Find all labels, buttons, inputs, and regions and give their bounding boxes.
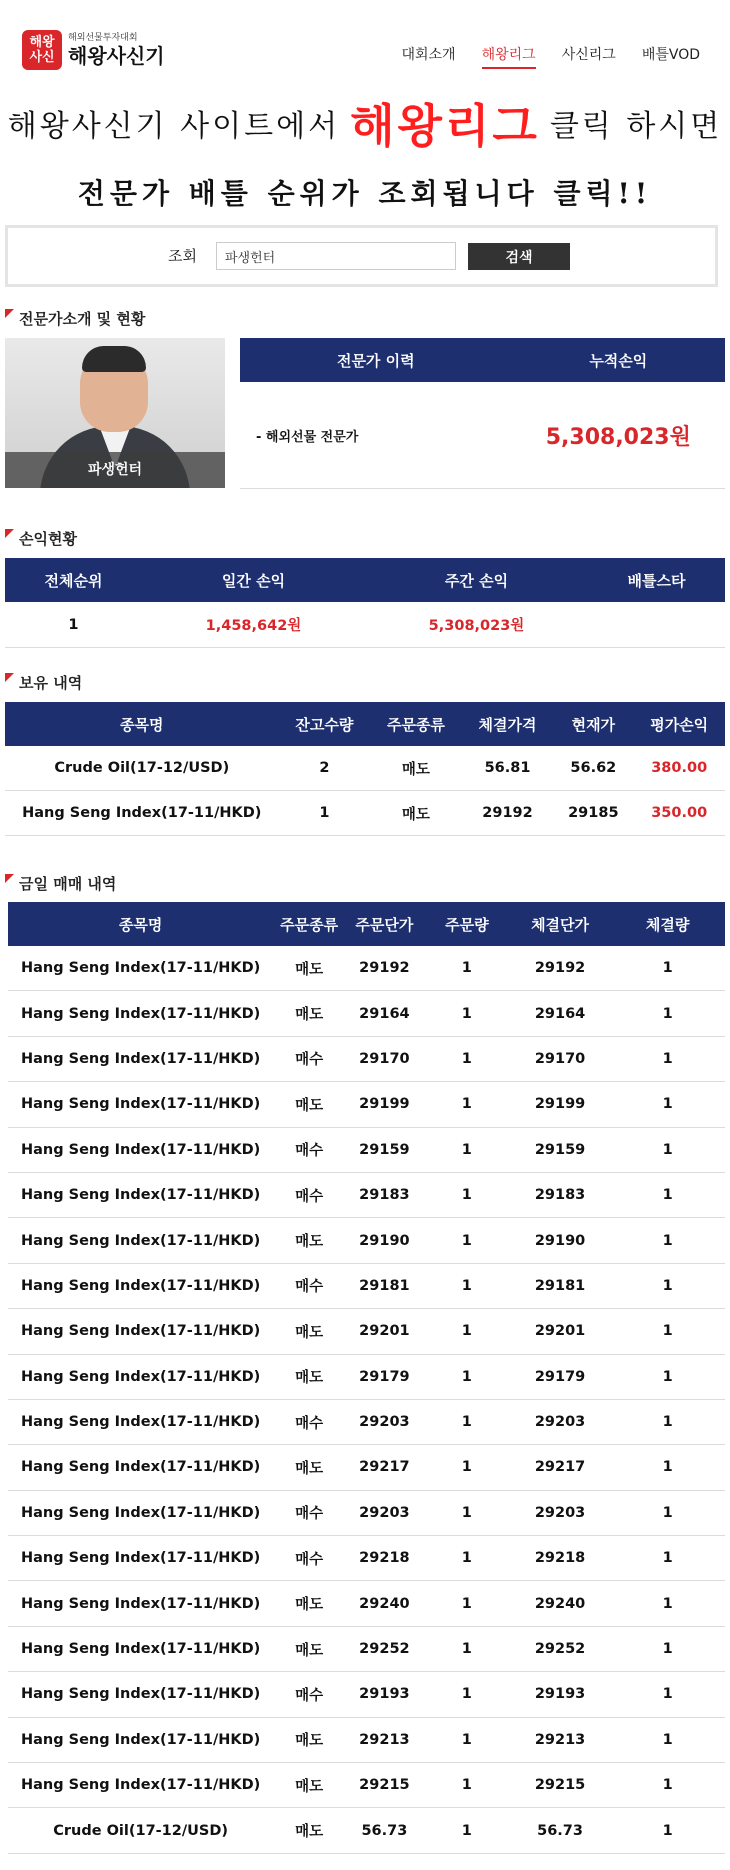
trade-order-qty: 1 bbox=[424, 1082, 510, 1127]
table-row bbox=[5, 602, 725, 648]
trade-fill-price: 29217 bbox=[510, 1445, 610, 1490]
banner-post-text: 클릭 하시면 bbox=[549, 109, 723, 144]
trade-order-price: 29159 bbox=[345, 1127, 424, 1172]
trade-order-type: 매도 bbox=[273, 1763, 345, 1808]
trade-symbol: Hang Seng Index(17-11/HKD) bbox=[8, 1672, 273, 1717]
table-row bbox=[8, 1036, 725, 1081]
holding-order-type: 매도 bbox=[370, 746, 462, 791]
trade-order-type: 매도 bbox=[273, 1626, 345, 1671]
promo-banner-line2: 전문가 배틀 순위가 조회됩니다 클릭!! bbox=[77, 177, 653, 210]
trade-fill-price: 29218 bbox=[510, 1536, 610, 1581]
trade-symbol: Crude Oil(17-12/USD) bbox=[8, 1808, 273, 1853]
trade-order-type: 매도 bbox=[273, 946, 345, 991]
trade-order-qty: 1 bbox=[424, 1036, 510, 1081]
trade-order-type: 매도 bbox=[273, 1309, 345, 1354]
trade-fill-price: 29159 bbox=[510, 1127, 610, 1172]
trade-symbol: Hang Seng Index(17-11/HKD) bbox=[8, 1172, 273, 1217]
trade-fill-price: 29192 bbox=[510, 946, 610, 991]
expert-name: 파생헌터 bbox=[5, 452, 225, 488]
holding-fill-price: 56.81 bbox=[462, 746, 554, 791]
table-row bbox=[8, 946, 725, 991]
trade-symbol: Hang Seng Index(17-11/HKD) bbox=[8, 1309, 273, 1354]
trade-fill-price: 29215 bbox=[510, 1763, 610, 1808]
trade-order-qty: 1 bbox=[424, 1672, 510, 1717]
trade-symbol: Hang Seng Index(17-11/HKD) bbox=[8, 946, 273, 991]
table-row bbox=[8, 1172, 725, 1217]
table-row bbox=[8, 1490, 725, 1535]
trade-order-price: 29181 bbox=[345, 1263, 424, 1308]
trade-symbol: Hang Seng Index(17-11/HKD) bbox=[8, 1263, 273, 1308]
trade-order-type: 매수 bbox=[273, 1672, 345, 1717]
col-header-symbol: 종목명 bbox=[5, 702, 279, 746]
trade-symbol: Hang Seng Index(17-11/HKD) bbox=[8, 1036, 273, 1081]
trade-order-price: 29203 bbox=[345, 1490, 424, 1535]
trade-fill-qty: 1 bbox=[610, 1581, 725, 1626]
table-row bbox=[8, 1717, 725, 1762]
trade-order-qty: 1 bbox=[424, 1763, 510, 1808]
trade-order-qty: 1 bbox=[424, 1218, 510, 1263]
trade-fill-price: 29170 bbox=[510, 1036, 610, 1081]
trade-symbol: Hang Seng Index(17-11/HKD) bbox=[8, 1763, 273, 1808]
trade-symbol: Hang Seng Index(17-11/HKD) bbox=[8, 1581, 273, 1626]
pnl-table bbox=[5, 558, 725, 648]
trade-order-qty: 1 bbox=[424, 1490, 510, 1535]
holding-symbol: Crude Oil(17-12/USD) bbox=[5, 746, 279, 791]
table-row bbox=[8, 1399, 725, 1444]
trade-order-type: 매도 bbox=[273, 1082, 345, 1127]
section-title-profile: 전문가소개 및 현황 bbox=[5, 308, 145, 329]
table-row bbox=[8, 1581, 725, 1626]
search-input[interactable] bbox=[216, 242, 456, 270]
table-row bbox=[8, 1309, 725, 1354]
trade-order-price: 29179 bbox=[345, 1354, 424, 1399]
col-header-eval-pnl: 평가손익 bbox=[633, 702, 725, 746]
col-header-career: 전문가 이력 bbox=[240, 338, 512, 382]
trade-order-qty: 1 bbox=[424, 1172, 510, 1217]
trade-fill-qty: 1 bbox=[610, 1536, 725, 1581]
trade-fill-qty: 1 bbox=[610, 991, 725, 1036]
photo-hair-shape bbox=[82, 346, 146, 372]
banner-pre-text: 해왕사신기 사이트에서 bbox=[7, 109, 341, 144]
trade-order-type: 매수 bbox=[273, 1127, 345, 1172]
trade-fill-price: 29190 bbox=[510, 1218, 610, 1263]
trade-fill-qty: 1 bbox=[610, 1172, 725, 1217]
overall-rank: 1 bbox=[5, 602, 142, 648]
nav-item-haewang-league[interactable]: 해왕리그 bbox=[482, 44, 536, 69]
table-row bbox=[8, 1354, 725, 1399]
site-header bbox=[0, 0, 730, 70]
trade-order-price: 56.73 bbox=[345, 1808, 424, 1853]
trade-order-price: 29215 bbox=[345, 1763, 424, 1808]
trade-order-type: 매도 bbox=[273, 1581, 345, 1626]
col-header-order-type: 주문종류 bbox=[370, 702, 462, 746]
trade-fill-price: 29181 bbox=[510, 1263, 610, 1308]
col-header-battlestar: 배틀스타 bbox=[588, 558, 725, 602]
col-header-order-qty: 주문량 bbox=[424, 902, 510, 946]
trade-order-qty: 1 bbox=[424, 991, 510, 1036]
table-row bbox=[8, 1445, 725, 1490]
section-title-trades: 금일 매매 내역 bbox=[5, 873, 116, 894]
col-header-cumulative: 누적손익 bbox=[512, 338, 725, 382]
trade-symbol: Hang Seng Index(17-11/HKD) bbox=[8, 1218, 273, 1263]
col-header-rank: 전체순위 bbox=[5, 558, 142, 602]
trade-order-qty: 1 bbox=[424, 1263, 510, 1308]
battle-star bbox=[588, 602, 725, 648]
trade-order-qty: 1 bbox=[424, 1354, 510, 1399]
trade-order-type: 매수 bbox=[273, 1536, 345, 1581]
table-row bbox=[8, 991, 725, 1036]
logo-badge bbox=[22, 30, 62, 70]
daily-pnl: 1,458,642원 bbox=[142, 602, 365, 648]
holding-current-price: 56.62 bbox=[553, 746, 633, 791]
nav-item-battle-vod[interactable]: 배틀VOD bbox=[641, 47, 700, 63]
trade-order-qty: 1 bbox=[424, 1445, 510, 1490]
trade-symbol: Hang Seng Index(17-11/HKD) bbox=[8, 1082, 273, 1127]
trade-order-qty: 1 bbox=[424, 1127, 510, 1172]
table-row bbox=[8, 1808, 725, 1853]
trade-order-type: 매도 bbox=[273, 991, 345, 1036]
holding-qty: 1 bbox=[279, 791, 371, 836]
trade-order-type: 매도 bbox=[273, 1717, 345, 1762]
trade-order-price: 29183 bbox=[345, 1172, 424, 1217]
trade-symbol: Hang Seng Index(17-11/HKD) bbox=[8, 1626, 273, 1671]
col-header-daily: 일간 손익 bbox=[142, 558, 365, 602]
holdings-table bbox=[5, 702, 725, 836]
nav-item-sasin-league[interactable]: 사신리그 bbox=[561, 47, 616, 63]
trade-order-qty: 1 bbox=[424, 1717, 510, 1762]
cumulative-pnl: 5,308,023원 bbox=[512, 382, 725, 489]
trade-order-type: 매수 bbox=[273, 1172, 345, 1217]
trade-order-qty: 1 bbox=[424, 1309, 510, 1354]
col-header-current-price: 현재가 bbox=[553, 702, 633, 746]
trade-symbol: Hang Seng Index(17-11/HKD) bbox=[8, 1399, 273, 1444]
holding-qty: 2 bbox=[279, 746, 371, 791]
trade-order-type: 매수 bbox=[273, 1036, 345, 1081]
table-row bbox=[5, 746, 725, 791]
table-row bbox=[8, 1263, 725, 1308]
trade-order-type: 매도 bbox=[273, 1354, 345, 1399]
col-header-order-price: 주문단가 bbox=[345, 902, 424, 946]
trade-symbol: Hang Seng Index(17-11/HKD) bbox=[8, 1490, 273, 1535]
banner-accent-text[interactable]: 해왕리그 bbox=[350, 99, 540, 153]
trade-symbol: Hang Seng Index(17-11/HKD) bbox=[8, 1445, 273, 1490]
trade-order-price: 29201 bbox=[345, 1309, 424, 1354]
trade-fill-price: 29164 bbox=[510, 991, 610, 1036]
holding-current-price: 29185 bbox=[553, 791, 633, 836]
trade-order-type: 매도 bbox=[273, 1218, 345, 1263]
promo-banner-line1 bbox=[0, 90, 730, 156]
trade-fill-qty: 1 bbox=[610, 1354, 725, 1399]
holding-fill-price: 29192 bbox=[462, 791, 554, 836]
trade-order-price: 29199 bbox=[345, 1082, 424, 1127]
trade-fill-price: 29201 bbox=[510, 1309, 610, 1354]
trade-order-price: 29203 bbox=[345, 1399, 424, 1444]
trade-symbol: Hang Seng Index(17-11/HKD) bbox=[8, 1354, 273, 1399]
trade-fill-price: 29203 bbox=[510, 1399, 610, 1444]
trade-symbol: Hang Seng Index(17-11/HKD) bbox=[8, 1127, 273, 1172]
col-header-weekly: 주간 손익 bbox=[365, 558, 588, 602]
trade-order-price: 29252 bbox=[345, 1626, 424, 1671]
trade-fill-price: 29199 bbox=[510, 1082, 610, 1127]
trade-fill-qty: 1 bbox=[610, 1490, 725, 1535]
trade-fill-price: 29193 bbox=[510, 1672, 610, 1717]
trade-fill-qty: 1 bbox=[610, 1808, 725, 1853]
col-header-fill-price: 체결단가 bbox=[510, 902, 610, 946]
trade-fill-price: 29183 bbox=[510, 1172, 610, 1217]
nav-item-intro[interactable]: 대회소개 bbox=[401, 47, 456, 63]
trade-symbol: Hang Seng Index(17-11/HKD) bbox=[8, 991, 273, 1036]
table-row bbox=[8, 1218, 725, 1263]
col-header-symbol: 종목명 bbox=[8, 902, 273, 946]
col-header-fill-qty: 체결량 bbox=[610, 902, 725, 946]
trade-fill-qty: 1 bbox=[610, 1399, 725, 1444]
trade-fill-qty: 1 bbox=[610, 1127, 725, 1172]
trades-table bbox=[8, 902, 725, 1854]
table-row bbox=[8, 1536, 725, 1581]
trade-fill-qty: 1 bbox=[610, 1763, 725, 1808]
table-row bbox=[8, 1127, 725, 1172]
col-header-order-type: 주문종류 bbox=[273, 902, 345, 946]
search-button[interactable]: 검색 bbox=[468, 243, 570, 270]
trade-fill-qty: 1 bbox=[610, 946, 725, 991]
trade-order-price: 29193 bbox=[345, 1672, 424, 1717]
trade-order-price: 29190 bbox=[345, 1218, 424, 1263]
trade-fill-price: 29179 bbox=[510, 1354, 610, 1399]
holding-eval-pnl: 350.00 bbox=[633, 791, 725, 836]
search-panel bbox=[5, 225, 718, 287]
expert-career: - 해외선물 전문가 bbox=[240, 382, 512, 489]
trade-order-price: 29164 bbox=[345, 991, 424, 1036]
col-header-fill-price: 체결가격 bbox=[462, 702, 554, 746]
trade-fill-qty: 1 bbox=[610, 1263, 725, 1308]
logo-title: 해왕사신기 bbox=[68, 43, 165, 68]
section-title-holdings: 보유 내역 bbox=[5, 672, 82, 693]
trade-symbol: Hang Seng Index(17-11/HKD) bbox=[8, 1536, 273, 1581]
profile-table bbox=[240, 338, 725, 489]
table-row bbox=[8, 1626, 725, 1671]
trade-order-type: 매수 bbox=[273, 1263, 345, 1308]
search-label: 조회 bbox=[168, 247, 197, 265]
trade-fill-price: 29240 bbox=[510, 1581, 610, 1626]
trade-order-qty: 1 bbox=[424, 1808, 510, 1853]
table-row bbox=[8, 1672, 725, 1717]
trade-order-price: 29217 bbox=[345, 1445, 424, 1490]
logo-badge-text: 해왕 사신 bbox=[29, 35, 55, 65]
trade-order-qty: 1 bbox=[424, 1626, 510, 1671]
trade-order-price: 29240 bbox=[345, 1581, 424, 1626]
trade-symbol: Hang Seng Index(17-11/HKD) bbox=[8, 1717, 273, 1762]
trade-order-price: 29218 bbox=[345, 1536, 424, 1581]
trade-fill-qty: 1 bbox=[610, 1082, 725, 1127]
main-nav bbox=[401, 44, 700, 69]
trade-fill-qty: 1 bbox=[610, 1717, 725, 1762]
trade-order-qty: 1 bbox=[424, 1399, 510, 1444]
trade-fill-qty: 1 bbox=[610, 1309, 725, 1354]
trade-fill-price: 29203 bbox=[510, 1490, 610, 1535]
holding-eval-pnl: 380.00 bbox=[633, 746, 725, 791]
trade-fill-price: 29213 bbox=[510, 1717, 610, 1762]
col-header-balance-qty: 잔고수량 bbox=[279, 702, 371, 746]
trade-order-qty: 1 bbox=[424, 946, 510, 991]
trade-order-type: 매도 bbox=[273, 1445, 345, 1490]
table-row bbox=[240, 382, 725, 489]
trade-order-price: 29170 bbox=[345, 1036, 424, 1081]
section-title-pnl: 손익현황 bbox=[5, 528, 77, 549]
trade-order-type: 매수 bbox=[273, 1490, 345, 1535]
holding-symbol: Hang Seng Index(17-11/HKD) bbox=[5, 791, 279, 836]
weekly-pnl: 5,308,023원 bbox=[365, 602, 588, 648]
trade-fill-qty: 1 bbox=[610, 1445, 725, 1490]
trade-order-qty: 1 bbox=[424, 1581, 510, 1626]
trade-fill-price: 56.73 bbox=[510, 1808, 610, 1853]
trade-fill-price: 29252 bbox=[510, 1626, 610, 1671]
table-row bbox=[8, 1763, 725, 1808]
trade-order-price: 29192 bbox=[345, 946, 424, 991]
site-logo[interactable] bbox=[22, 30, 165, 70]
trade-fill-qty: 1 bbox=[610, 1672, 725, 1717]
table-row bbox=[5, 791, 725, 836]
trade-fill-qty: 1 bbox=[610, 1218, 725, 1263]
logo-text bbox=[68, 33, 165, 68]
table-row bbox=[8, 1082, 725, 1127]
trade-order-price: 29213 bbox=[345, 1717, 424, 1762]
trade-order-type: 매도 bbox=[273, 1808, 345, 1853]
logo-subtitle: 해외선물투자대회 bbox=[68, 32, 138, 43]
trade-fill-qty: 1 bbox=[610, 1626, 725, 1671]
holding-order-type: 매도 bbox=[370, 791, 462, 836]
trade-order-type: 매수 bbox=[273, 1399, 345, 1444]
trade-order-qty: 1 bbox=[424, 1536, 510, 1581]
expert-photo bbox=[5, 338, 225, 488]
trade-fill-qty: 1 bbox=[610, 1036, 725, 1081]
